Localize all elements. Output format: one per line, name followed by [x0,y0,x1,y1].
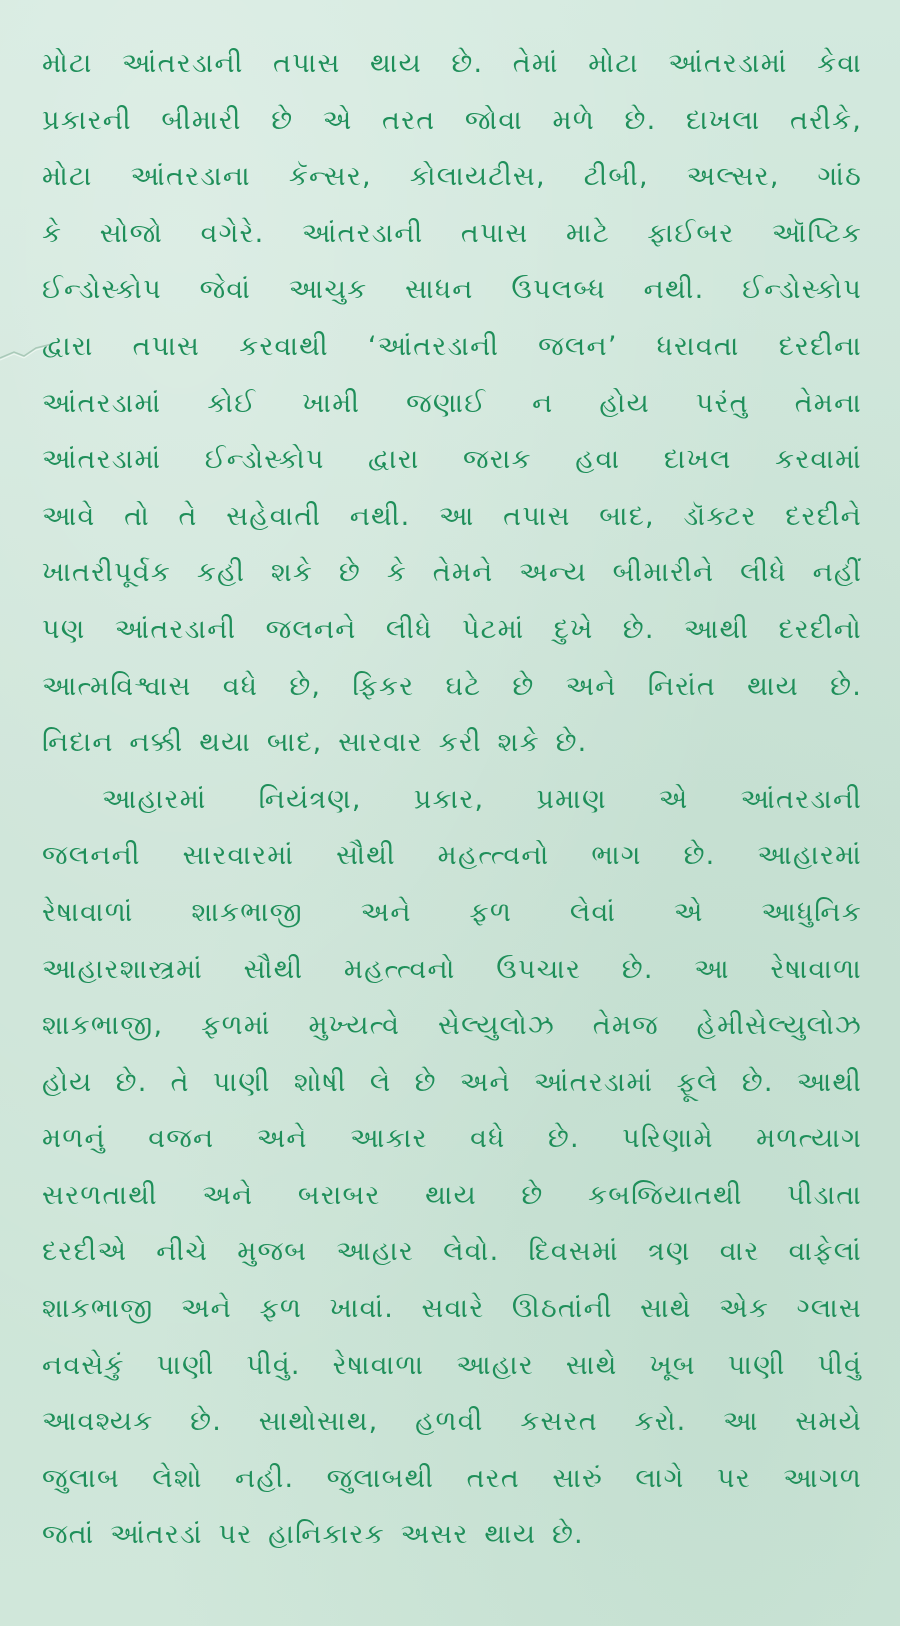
text-line: પ્રકારની બીમારી છે એ તરત જોવા મળે છે. દાખલા તરીકે, [42,104,862,136]
text-line: રેષાવાળાં શાકભાજી અને ફળ લેવાં એ આધુનિક [42,896,862,928]
text-line: મોટા આંતરડાની તપાસ થાય છે. તેમાં મોટા આંતરડામાં કેવા [42,48,862,79]
text-line: કે સોજો વગેરે. આંતરડાની તપાસ માટે ફાઈબર ઑપ્ટિક [42,217,862,249]
text-line: શાકભાજી અને ફળ ખાવાં. સવારે ઊઠતાંની સાથે એક ગ્લાસ [42,1293,862,1325]
text-line: દરદીએ નીચે મુજબ આહાર લેવો. દિવસમાં ત્રણ વાર વાફેલાં [42,1236,862,1268]
text-line: આવે તો તે સહેવાતી નથી. આ તપાસ બાદ, ડૉક્ટર દરદીને [42,500,862,532]
document-body [42,36,862,1564]
text-line: હોય છે. તે પાણી શોષી લે છે અને આંતરડામાં ફૂલે છે. આથી [42,1066,862,1098]
text-line: આહારશાસ્ત્રમાં સૌથી મહત્ત્વનો ઉપચાર છે. આ રેષાવાળા [42,953,862,985]
text-line: આંતરડામાં ઈન્ડોસ્કોપ દ્વારા જરાક હવા દાખલ કરવામાં [42,444,862,476]
text-line: ખાતરીપૂર્વક કહી શકે છે કે તેમને અન્ય બીમારીને લીધે નહીં [42,557,862,589]
text-line: મળનું વજન અને આકાર વધે છે. પરિણામે મળત્યાગ [42,1123,862,1155]
text-line: આત્મવિશ્વાસ વધે છે, ફિકર ઘટે છે અને નિરાંત થાય છે. [42,670,862,702]
paragraph-diet [42,772,862,1564]
text-line: આંતરડામાં કોઈ ખામી જણાઈ ન હોય પરંતુ તેમના [42,387,862,419]
text-line: મોટા આંતરડાના કૅન્સર, કોલાયટીસ, ટીબી, અલ્સર, ગાંઠ [42,161,862,193]
text-line: જલનની સારવારમાં સૌથી મહત્ત્વનો ભાગ છે. આહારમાં [42,840,862,872]
text-line: જુલાબ લેશો નહી. જુલાબથી તરત સારું લાગે પર આગળ [42,1462,862,1494]
text-line: સરળતાથી અને બરાબર થાય છે કબજિયાતથી પીડાતા [42,1179,862,1211]
text-line: નવસેકું પાણી પીવું. રેષાવાળા આહાર સાથે ખૂબ પાણી પીવું [42,1349,862,1381]
text-line: ઈન્ડોસ્કોપ જેવાં આચુક સાધન ઉપલબ્ધ નથી. ઈન્ડોસ્કોપ [42,274,862,306]
text-line: પણ આંતરડાની જલનને લીધે પેટમાં દુખે છે. આથી દરદીનો [42,613,862,645]
text-line: જતાં આંતરડાં પર હાનિકારક અસર થાય છે. [42,1519,584,1551]
text-line: નિદાન નક્કી થયા બાદ, સારવાર કરી શકે છે. [42,727,588,759]
text-line: આવશ્યક છે. સાથોસાથ, હળવી કસરત કરો. આ સમયે [42,1406,862,1438]
text-line: આહારમાં નિયંત્રણ, પ્રકાર, પ્રમાણ એ આંતરડાની [102,783,862,815]
text-line: દ્વારા તપાસ કરવાથી ‘આંતરડાની જલન’ ધરાવતા દરદીના [42,330,862,362]
paragraph-diagnosis [42,36,862,772]
text-line: શાકભાજી, ફળમાં મુખ્યત્વે સેલ્યુલોઝ તેમજ હેમીસેલ્યુલોઝ [42,1010,862,1042]
